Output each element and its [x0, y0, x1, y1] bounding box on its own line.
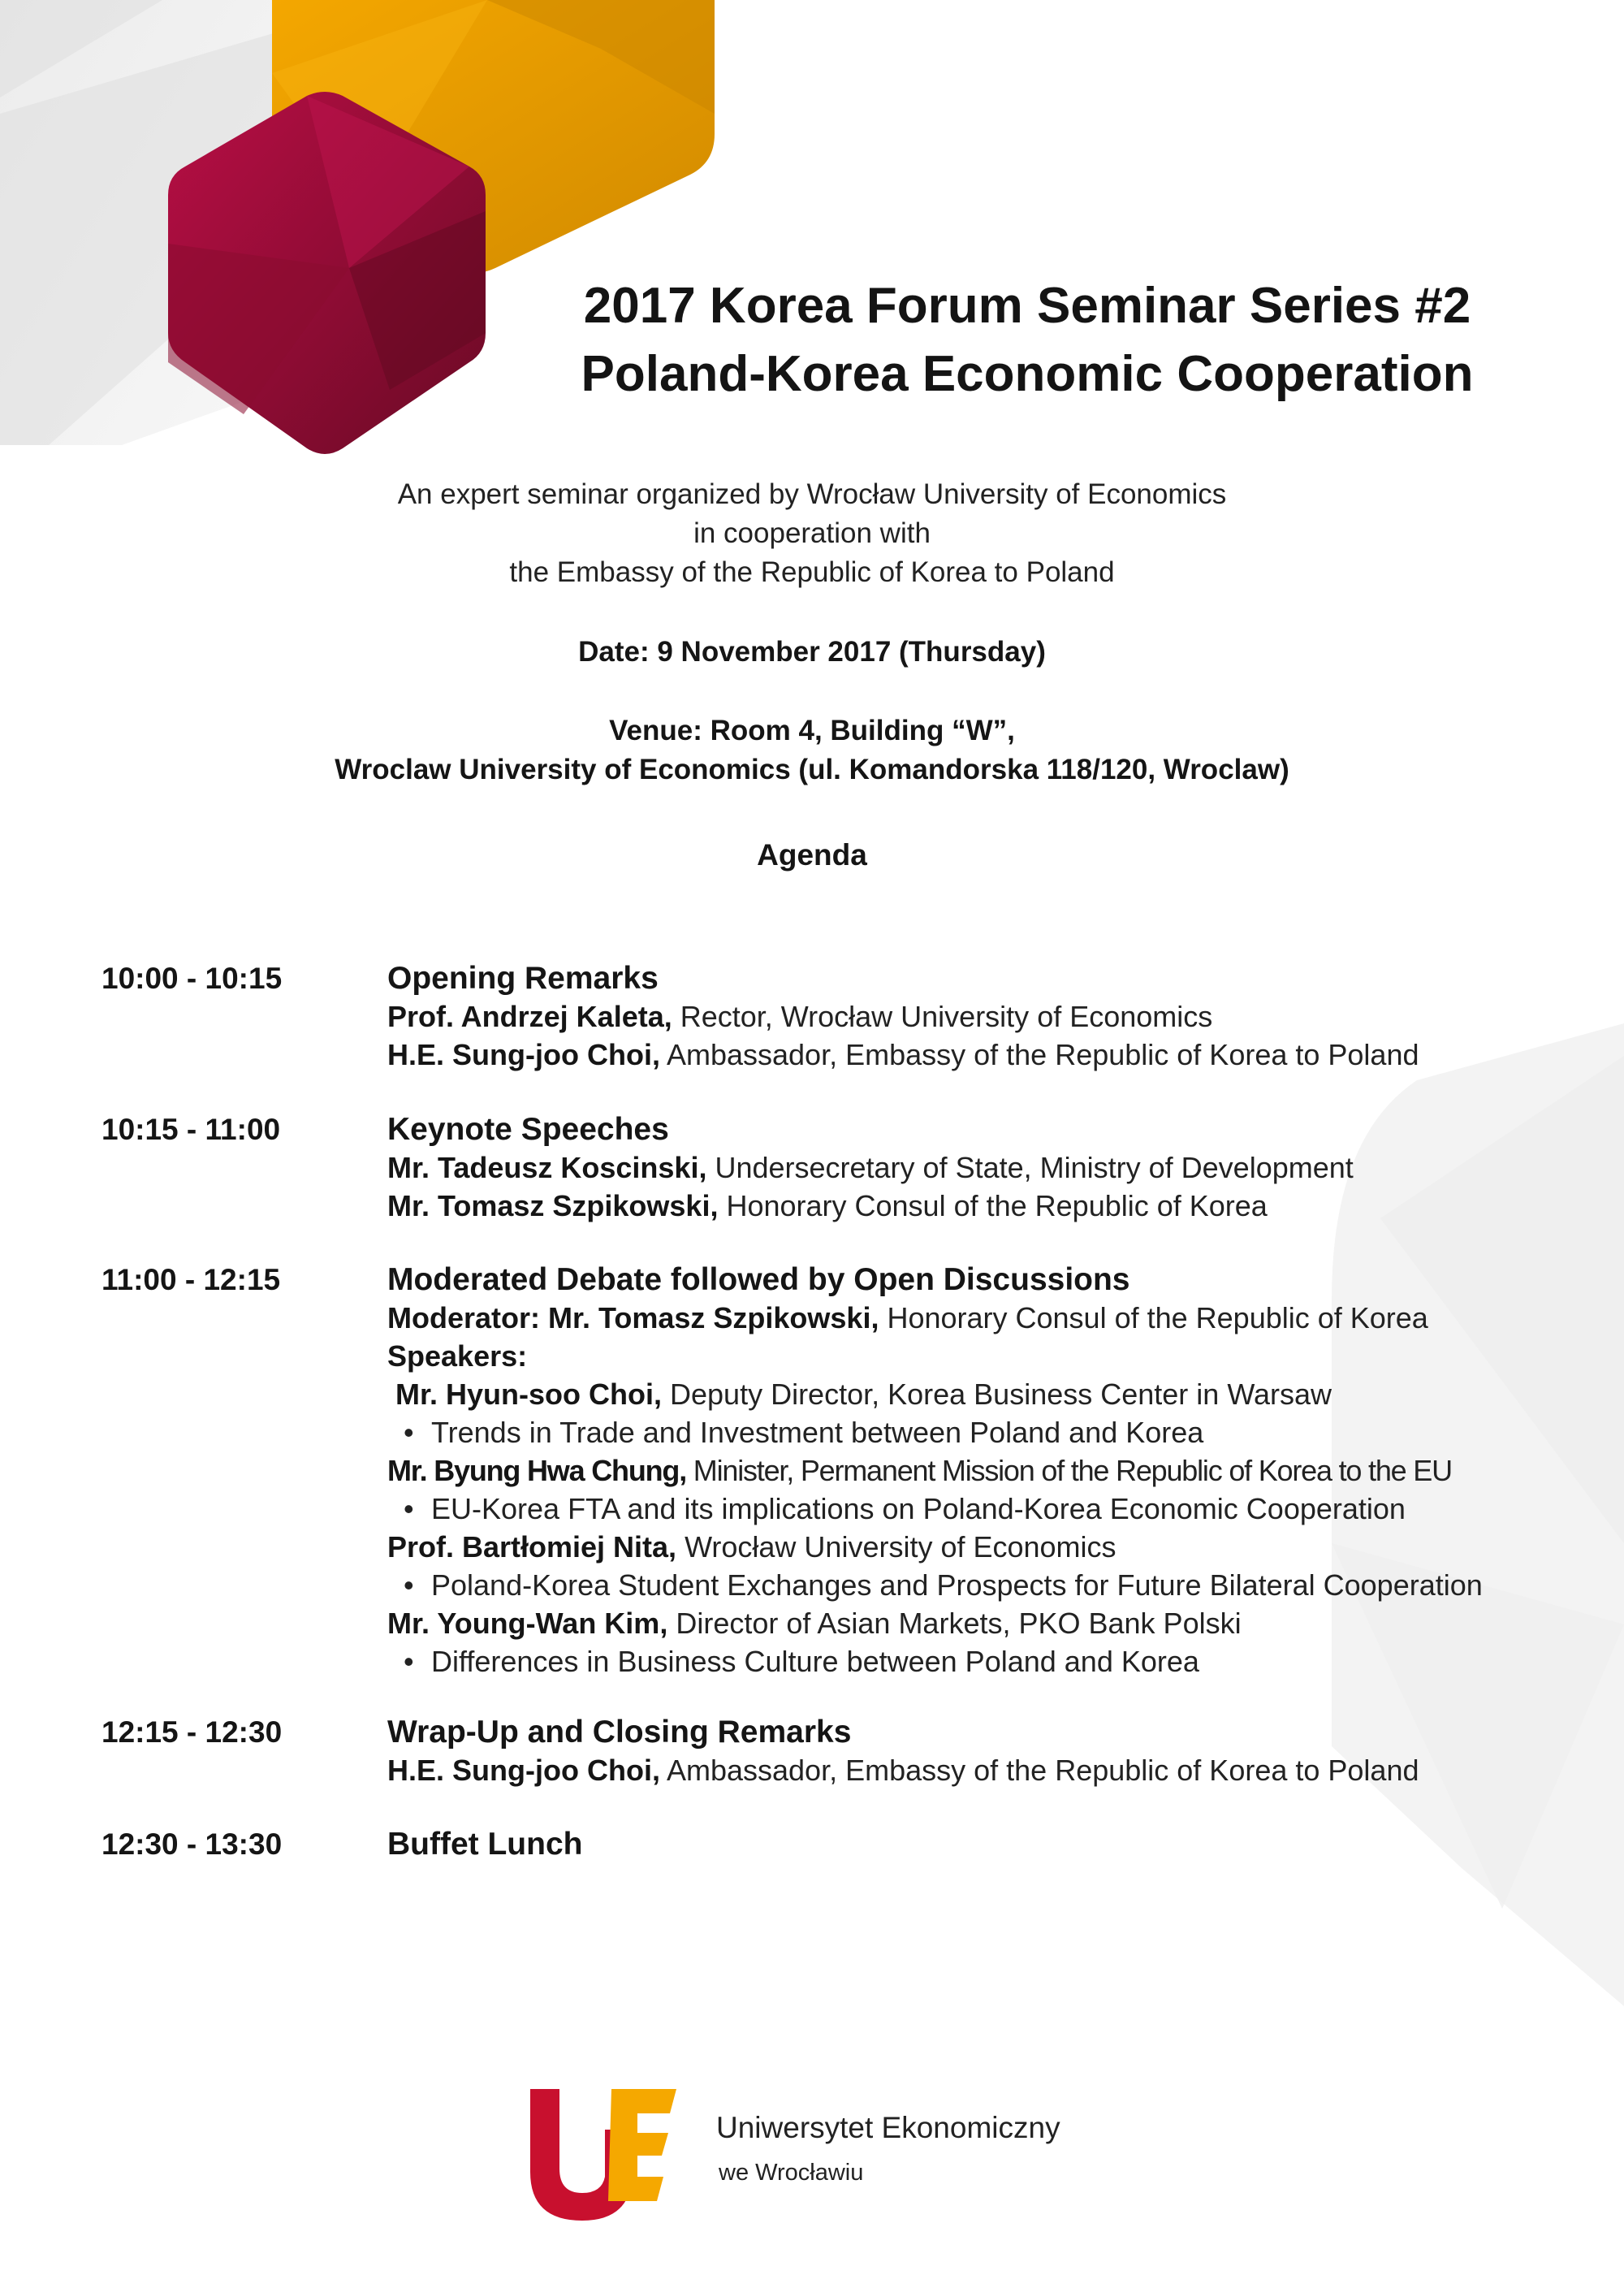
bullet-icon: • — [404, 1568, 414, 1602]
university-logo-icon — [524, 2081, 702, 2223]
slot-time: 12:30 - 13:30 — [102, 1827, 283, 1861]
speaker-line — [387, 1036, 1589, 1074]
topic-bullet — [387, 1413, 1589, 1451]
intro-text — [0, 475, 1624, 592]
topic-text: EU-Korea FTA and its implications on Poland-Korea Economic Cooperation — [431, 1492, 1406, 1525]
slot-content — [387, 960, 1589, 1074]
speaker-role: Ambassador, Embassy of the Republic of Korea to Poland — [659, 1038, 1419, 1071]
speaker-line — [387, 1528, 1589, 1566]
speaker-line — [387, 1148, 1589, 1187]
speaker-role: Honorary Consul of the Republic of Korea — [879, 1301, 1428, 1334]
bullet-icon: • — [404, 1492, 414, 1525]
topic-text: Trends in Trade and Investment between Poland and Korea — [431, 1416, 1204, 1449]
slot-content — [387, 1714, 1589, 1789]
speaker-name: Mr. Young-Wan Kim, — [387, 1607, 668, 1640]
university-city: we Wrocławiu — [719, 2160, 864, 2186]
speaker-name: Prof. Andrzej Kaleta, — [387, 1000, 672, 1033]
session-title: Keynote Speeches — [387, 1112, 669, 1147]
speaker-name: Mr. Hyun-soo Choi, — [387, 1378, 662, 1411]
speakers-label — [387, 1337, 1589, 1375]
topic-text: Poland-Korea Student Exchanges and Prospects for Future Bilateral Cooperation — [431, 1568, 1483, 1602]
speaker-role: Rector, Wrocław University of Economics — [672, 1000, 1213, 1033]
venue-line-1: Venue: Room 4, Building “W”, — [609, 715, 1015, 746]
slot-time: 11:00 - 12:15 — [102, 1263, 281, 1296]
event-title-line-1: 2017 Korea Forum Seminar Series #2 — [583, 278, 1471, 334]
speaker-line — [387, 1375, 1589, 1413]
topic-bullet — [387, 1566, 1589, 1604]
speaker-name: Prof. Bartłomiej Nita, — [387, 1530, 677, 1564]
bullet-icon: • — [404, 1645, 414, 1678]
slot-content — [387, 1826, 1589, 1863]
slot-time: 10:00 - 10:15 — [102, 962, 283, 995]
speaker-role: Minister, Permanent Mission of the Republic of Korea to the EU — [686, 1454, 1452, 1487]
speaker-role: Wrocław University of Economics — [676, 1530, 1116, 1564]
topic-text: Differences in Business Culture between Poland and Korea — [431, 1645, 1199, 1678]
speaker-name: Moderator: Mr. Tomasz Szpikowski, — [387, 1301, 879, 1334]
university-name: Uniwersytet Ekonomiczny — [716, 2111, 1060, 2144]
session-title: Wrap-Up and Closing Remarks — [387, 1715, 852, 1750]
speaker-role: Honorary Consul of the Republic of Korea — [718, 1189, 1268, 1222]
speaker-name: Mr. Tomasz Szpikowski, — [387, 1189, 719, 1222]
intro-line-2: in cooperation with — [693, 517, 931, 549]
speaker-line — [387, 1604, 1589, 1642]
event-date: Date: 9 November 2017 (Thursday) — [578, 636, 1046, 668]
speaker-name: H.E. Sung-joo Choi, — [387, 1038, 660, 1071]
event-venue — [0, 711, 1624, 789]
event-title — [487, 272, 1567, 409]
speaker-name: H.E. Sung-joo Choi, — [387, 1754, 660, 1787]
speaker-role: Deputy Director, Korea Business Center in Warsaw — [662, 1378, 1332, 1411]
topic-bullet — [387, 1490, 1589, 1528]
slot-content — [387, 1111, 1589, 1225]
event-title-line-2: Poland-Korea Economic Cooperation — [581, 346, 1474, 402]
session-title: Opening Remarks — [387, 961, 659, 996]
speaker-name: Mr. Tadeusz Koscinski, — [387, 1151, 707, 1184]
session-title: Moderated Debate followed by Open Discussions — [387, 1262, 1130, 1297]
slot-content — [387, 1261, 1589, 1680]
speaker-line — [387, 997, 1589, 1036]
speakers-label-text: Speakers: — [387, 1339, 528, 1373]
bullet-icon: • — [404, 1416, 414, 1449]
speaker-name: Mr. Byung Hwa Chung, — [387, 1454, 686, 1487]
speaker-line — [387, 1451, 1589, 1490]
speaker-line — [387, 1751, 1589, 1789]
speaker-role: Ambassador, Embassy of the Republic of Korea to Poland — [659, 1754, 1419, 1787]
speaker-role: Director of Asian Markets, PKO Bank Polski — [667, 1607, 1242, 1640]
session-title: Buffet Lunch — [387, 1827, 583, 1862]
intro-line-1: An expert seminar organized by Wrocław University of Economics — [397, 478, 1227, 510]
slot-time: 12:15 - 12:30 — [102, 1715, 283, 1749]
speaker-line — [387, 1187, 1589, 1225]
topic-bullet — [387, 1642, 1589, 1680]
slot-time: 10:15 - 11:00 — [102, 1113, 281, 1146]
speaker-line — [387, 1299, 1589, 1337]
speaker-role: Undersecretary of State, Ministry of Development — [706, 1151, 1354, 1184]
intro-line-3: the Embassy of the Republic of Korea to Poland — [509, 556, 1115, 588]
agenda-heading: Agenda — [757, 838, 867, 872]
venue-line-2: Wroclaw University of Economics (ul. Komandorska 118/120, Wroclaw) — [335, 754, 1289, 785]
